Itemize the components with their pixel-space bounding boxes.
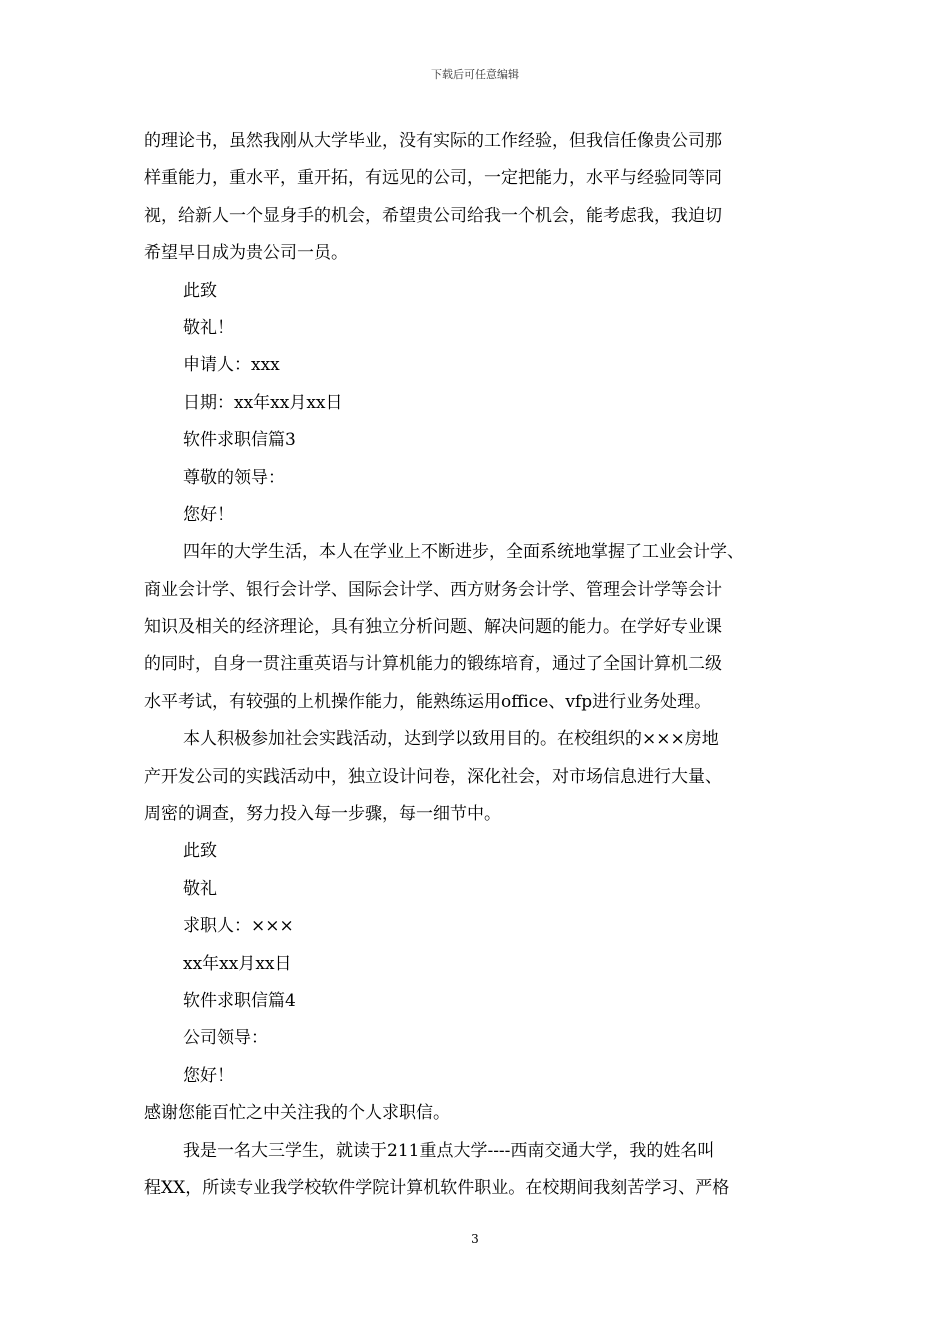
- text-line: 水平考试，有较强的上机操作能力，能熟练运用office、vfp进行业务处理。: [144, 691, 712, 712]
- text-line: 我是一名大三学生，就读于211重点大学----西南交通大学，我的姓名叫: [183, 1140, 715, 1161]
- text-line: 周密的调查，努力投入每一步骤，每一细节中。: [144, 804, 501, 825]
- text-line: 申请人：xxx: [183, 355, 280, 376]
- text-line: 软件求职信篇3: [183, 430, 296, 451]
- text-line: 求职人：×××: [183, 916, 294, 937]
- page-header: 下载后可任意编辑: [431, 68, 519, 81]
- text-line: 希望早日成为贵公司一员。: [144, 243, 348, 264]
- text-line: 样重能力，重水平，重开拓，有远见的公司，一定把能力，水平与经验同等同: [144, 168, 722, 189]
- text-line: 您好！: [183, 1065, 234, 1086]
- text-line: 的理论书，虽然我刚从大学毕业，没有实际的工作经验，但我信任像贵公司那: [144, 131, 722, 151]
- text-line: 的同时，自身一贯注重英语与计算机能力的锻练培育，通过了全国计算机二级: [144, 654, 722, 675]
- text-line: 尊敬的领导：: [183, 467, 285, 488]
- text-line: 本人积极参加社会实践活动，达到学以致用目的。在校组织的×××房地: [183, 729, 719, 750]
- text-line: 知识及相关的经济理论，具有独立分析问题、解决问题的能力。在学好专业课: [144, 617, 722, 638]
- text-line: 敬礼！: [183, 317, 234, 338]
- text-line: 产开发公司的实践活动中，独立设计问卷，深化社会，对市场信息进行大量、: [144, 766, 722, 787]
- text-line: 敬礼: [183, 878, 217, 899]
- text-line: 公司领导：: [183, 1028, 268, 1049]
- page-number: 3: [471, 1232, 479, 1246]
- text-line: 此致: [183, 841, 217, 862]
- text-line: 日期：xx年xx月xx日: [183, 392, 343, 413]
- text-line: 感谢您能百忙之中关注我的个人求职信。: [144, 1103, 450, 1124]
- text-line: 程XX，所读专业我学校软件学院计算机软件职业。在校期间我刻苦学习、严格: [144, 1177, 730, 1198]
- text-line: 此致: [183, 280, 217, 301]
- text-line: 四年的大学生活，本人在学业上不断进步，全面系统地掌握了工业会计学、: [183, 542, 744, 563]
- text-line: 软件求职信篇4: [183, 990, 296, 1011]
- document-body: [144, 123, 808, 1207]
- text-line: xx年xx月xx日: [183, 953, 292, 974]
- text-line: 视，给新人一个显身手的机会，希望贵公司给我一个机会，能考虑我，我迫切: [144, 205, 722, 226]
- text-line: 您好！: [183, 504, 234, 525]
- text-line: 商业会计学、银行会计学、国际会计学、西方财务会计学、管理会计学等会计: [144, 579, 722, 600]
